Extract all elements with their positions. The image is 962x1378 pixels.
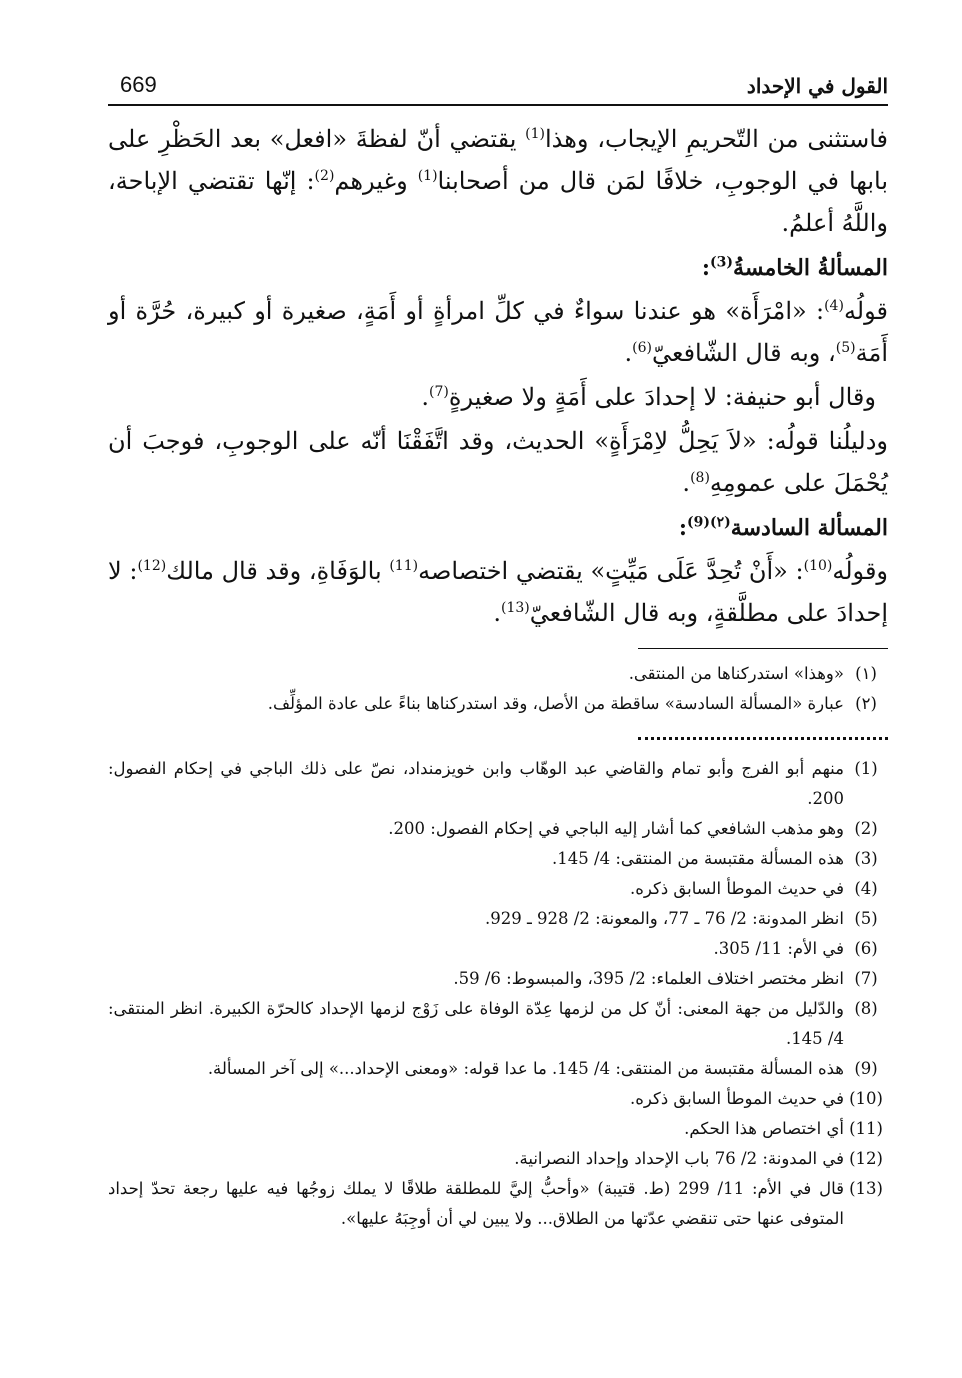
note-text: «وهذا» استدركناها من المنتقى. bbox=[628, 664, 844, 683]
dotted-separator bbox=[638, 737, 888, 740]
footnote-ref: (1) bbox=[417, 168, 438, 184]
text-run: وقولُه bbox=[832, 557, 888, 585]
text-run: قولُه bbox=[843, 297, 888, 325]
note-number: (٢) bbox=[855, 694, 877, 713]
note-text: انظر مختصر اختلاف العلماء: 2/ 395، والمبسوط: 6/ 59. bbox=[453, 969, 844, 988]
text-run: : bbox=[701, 255, 711, 281]
text-run: . bbox=[493, 599, 501, 627]
note-text: هذه المسألة مقتبسة من المنتقى: 4/ 145. ما عدا قوله: «ومعنى الإحداد...» إلى آخر المسألة. bbox=[207, 1059, 844, 1078]
header-rule bbox=[108, 104, 888, 106]
footnote-ref: (8) bbox=[690, 470, 710, 486]
note-text: عبارة «المسألة السادسة» ساقطة من الأصل، وقد استدركناها بناءً على عادة المؤلِّف. bbox=[267, 694, 844, 713]
paragraph-3 bbox=[108, 376, 888, 418]
footnote bbox=[108, 1084, 888, 1114]
note-number: (5) bbox=[854, 909, 878, 928]
footnote bbox=[108, 874, 888, 904]
note-text: في الأم: 11/ 305. bbox=[713, 939, 844, 958]
heading-text: المسألةُ الخامسةُ bbox=[733, 255, 888, 281]
paragraph-2 bbox=[108, 290, 888, 374]
main-text bbox=[108, 118, 888, 634]
text-run: فاستثنى من التّحريمِ الإيجاب، وهذا bbox=[545, 125, 888, 153]
text-run: بالوَفَاةِ، وقد قال مالك bbox=[166, 557, 390, 585]
footnote-ref: (5) bbox=[835, 340, 856, 356]
footnote-ref: (1) bbox=[525, 126, 545, 142]
note-text: قال في الأم: 11/ 299 (ط. قتيبة) «وأحبُّ إليَّ للمطلقة طلاقًا لا يملك زوجُها فيه عليها رجعة تحدّ إحداد المتوفى عنها حتى تنقضي عدّتها من الطلاق... ولا يبين لي أن أوجِبَهُ عليها». bbox=[108, 1179, 844, 1228]
note-text: أي اختصاص هذا الحكم. bbox=[684, 1119, 844, 1138]
footnote bbox=[108, 964, 888, 994]
editor-note bbox=[108, 689, 888, 719]
footnote-separator bbox=[638, 648, 888, 649]
note-number: (3) bbox=[854, 849, 878, 868]
text-run: يقتضي أنّ لفظةَ «افعل» بعد الحَظْرِ على بابها في الوجوبِ، خلافًا لمَن قال من أصحابنا bbox=[108, 125, 888, 195]
text-run: ، وبه قال الشّافعيّ bbox=[652, 339, 836, 367]
footnote bbox=[108, 1174, 888, 1234]
note-text: منهم أبو الفرج وأبو تمام والقاضي عبد الوهّاب وابن خويزمنداد، نصّ على ذلك الباجي في إحكام الفصول: 200. bbox=[108, 759, 844, 808]
text-run: . bbox=[682, 469, 691, 497]
editor-note bbox=[108, 659, 888, 689]
text-run: : لا إحدادَ على مطلَّقةٍ، وبه قال الشّافعيّ bbox=[108, 557, 888, 627]
page-header bbox=[108, 70, 888, 106]
section-heading-sixth bbox=[108, 506, 888, 550]
note-number: (13) bbox=[849, 1179, 883, 1198]
note-text: في حديث الموطأ السابق ذكره. bbox=[629, 879, 844, 898]
footnote-ref: (3) bbox=[710, 254, 734, 271]
footnote bbox=[108, 934, 888, 964]
editor-notes bbox=[108, 659, 888, 719]
text-run: : «أَنْ تُحِدَّ عَلَى مَيِّتٍ» يقتضي اختصاصه bbox=[418, 557, 804, 585]
text-run: : إنّها تقتضي الإباحة، واللَّهُ أعلمُ. bbox=[108, 167, 888, 237]
note-number: (10) bbox=[849, 1089, 883, 1108]
footnote bbox=[108, 1144, 888, 1174]
footnote bbox=[108, 994, 888, 1054]
note-number: (7) bbox=[854, 969, 878, 988]
footnote-ref: (6) bbox=[632, 340, 652, 356]
note-number: (8) bbox=[854, 999, 878, 1018]
heading-text: المسألة السادسة bbox=[730, 515, 888, 541]
page-number: 669 bbox=[120, 72, 157, 97]
note-text: انظر المدونة: 2/ 76 ـ 77، والمعونة: 2/ 928 ـ 929. bbox=[484, 909, 844, 928]
note-text: والدّليل من جهة المعنى: أنّ كل من لزمها عِدّة الوفاة على زَوْج لزمها الإحداد كالحرّة الكبيرة. انظر المنتقى: 4/ 145. bbox=[108, 999, 844, 1048]
running-title: القول في الإحداد bbox=[746, 74, 888, 98]
note-text: وهو مذهب الشافعي كما أشار إليه الباجي في إحكام الفصول: 200. bbox=[388, 819, 844, 838]
footnote-ref: (4) bbox=[824, 298, 844, 314]
note-number: (11) bbox=[849, 1119, 883, 1138]
page bbox=[108, 70, 888, 1234]
note-number: (١) bbox=[855, 664, 877, 683]
text-run: وغيرهم bbox=[334, 167, 418, 195]
note-number: (9) bbox=[854, 1059, 878, 1078]
footnote bbox=[108, 1054, 888, 1084]
paragraph-4 bbox=[108, 420, 888, 504]
footnote-ref: (11) bbox=[389, 558, 419, 574]
text-run: ودليلُنا قولُه: «لاَ يَحِلُّ لاِمْرَأَةٍ» الحديث، وقد اتَّفَقْنَا أنّه على الوجوبِ، فوجبَ أن يُحْمَلَ على عمومِهِ bbox=[108, 427, 888, 497]
text-run: : «امْرَأَة» هو عندنا سواءٌ في كلِّ امرأةٍ أو أَمَةٍ، صغيرة أو كبيرة، حُرَّة أو أَمَة bbox=[108, 297, 888, 367]
footnote-ref: (12) bbox=[137, 558, 167, 574]
footnotes bbox=[108, 754, 888, 1234]
text-run: . bbox=[624, 339, 633, 367]
note-number: (6) bbox=[854, 939, 878, 958]
footnote-ref: (2) bbox=[314, 168, 335, 184]
footnote-ref: (13) bbox=[501, 600, 530, 616]
footnote bbox=[108, 754, 888, 814]
footnote bbox=[108, 1114, 888, 1144]
footnote-ref: (٢)(9) bbox=[687, 514, 731, 531]
note-number: (4) bbox=[854, 879, 878, 898]
note-number: (12) bbox=[849, 1149, 883, 1168]
footnote bbox=[108, 844, 888, 874]
note-text: هذه المسألة مقتبسة من المنتقى: 4/ 145. bbox=[552, 849, 844, 868]
note-number: (1) bbox=[854, 759, 878, 778]
footnote bbox=[108, 814, 888, 844]
text-run: : bbox=[678, 515, 688, 541]
footnote bbox=[108, 904, 888, 934]
note-text: في حديث الموطأ السابق ذكره. bbox=[629, 1089, 844, 1108]
footnote-ref: (10) bbox=[803, 558, 833, 574]
note-number: (2) bbox=[854, 819, 878, 838]
text-run: وقال أبو حنيفة: لا إحدادَ على أَمَةٍ ولا صغيرةٍ bbox=[448, 383, 876, 411]
text-run: . bbox=[421, 383, 430, 411]
paragraph-5 bbox=[108, 550, 888, 634]
paragraph-1 bbox=[108, 118, 888, 244]
note-text: في المدونة: 2/ 76 باب الإحداد وإحداد النصرانية. bbox=[514, 1149, 844, 1168]
section-heading-fifth bbox=[108, 246, 888, 290]
footnote-ref: (7) bbox=[429, 384, 449, 400]
